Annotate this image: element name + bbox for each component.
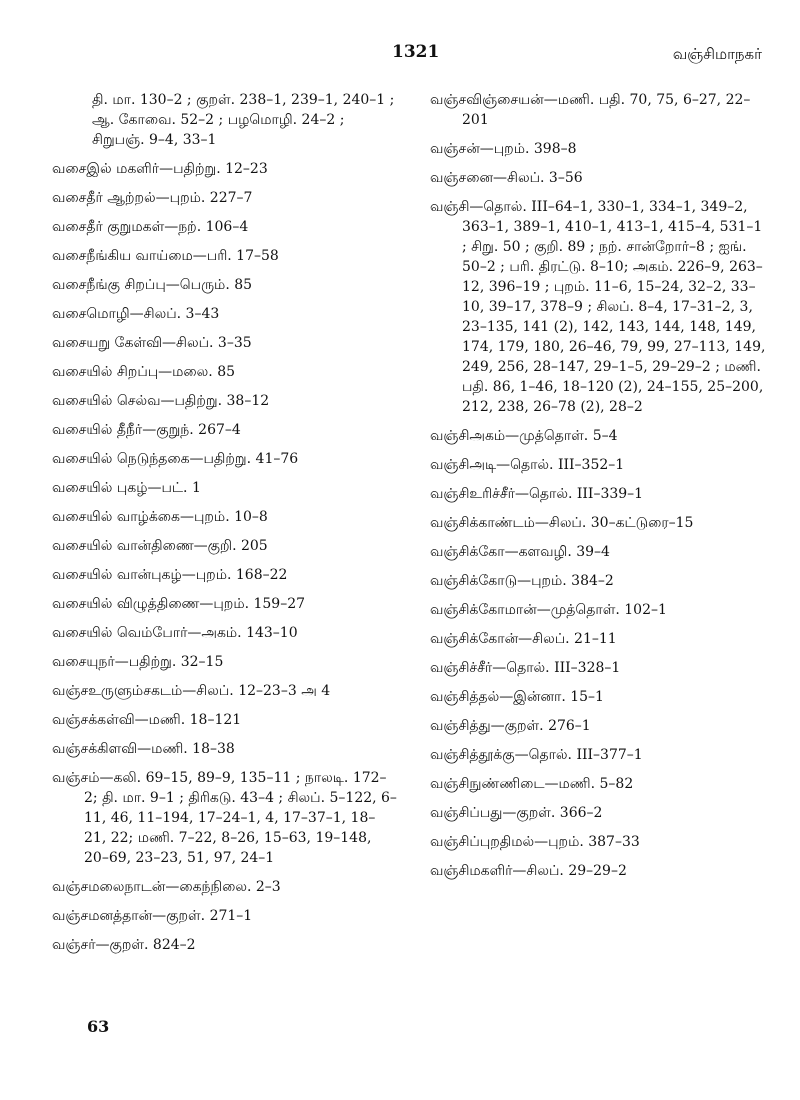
index-entry: வஞ்சர்—குறள். 824–2: [52, 937, 196, 953]
index-entry: வஞ்சிஅடி—தொல். III–352–1: [430, 457, 625, 473]
index-entry: தி. மா. 130–2 ; குறள். 238–1, 239–1, 240–1 ; ஆ. கோவை. 52–2 ; பழமொழி. 24–2 ; சிறுபஞ். 9–4, 33–1: [92, 92, 395, 148]
index-entry: வஞ்சிப்பது—குறள். 366–2: [430, 805, 603, 821]
index-entry: வசைதீர் குறுமகள்—நற். 106–4: [52, 219, 249, 235]
index-entry: வசைநீங்கு சிறப்பு—பெரும். 85: [52, 277, 253, 293]
index-entry: வசையில் தீநீர்—குறுந். 267–4: [52, 422, 241, 438]
index-entry: வசையுநர்—பதிற்று. 32–15: [52, 654, 224, 670]
index-entry: வஞ்சிக்காண்டம்—சிலப். 30–கட்டுரை–15: [430, 515, 694, 531]
index-entry: வஞ்சிக்கோன்—சிலப். 21–11: [430, 631, 617, 647]
index-entry: வசையில் நெடுந்தகை—பதிற்று. 41–76: [52, 451, 299, 467]
index-entry: வசைஇல் மகளிர்—பதிற்று. 12–23: [52, 161, 268, 177]
index-entry: வசைமொழி—சிலப். 3–43: [52, 306, 220, 322]
index-entry: வஞ்சம்—கலி. 69–15, 89–9, 135–11 ; நாலடி. 172–2; தி. மா. 9–1 ; திரிகடு. 43–4 ; சிலப். 5–122, 6–11, 46, 11–194, 17–24–1, 4, 17–37–1, 18–21, 22; மணி. 7–22, 8–26, 15–63, 19–148, 20–69, 23–23, 51, 97, 24–1: [52, 770, 397, 866]
page-number: 1321: [392, 42, 440, 62]
index-entry: வஞ்சக்கிளவி—மணி. 18–38: [52, 741, 235, 757]
index-entry: வஞ்சித்து—குறள். 276–1: [430, 718, 591, 734]
index-entry: வஞ்சிக்கோடு—புறம். 384–2: [430, 573, 614, 589]
index-entry: வசையில் வாழ்க்கை—புறம். 10–8: [52, 509, 268, 525]
index-entry: வசையில் புகழ்—பட். 1: [52, 480, 201, 496]
index-entry: வஞ்சிக்கோ—களவழி. 39–4: [430, 544, 610, 560]
index-entry: வஞ்சன்—புறம். 398–8: [430, 141, 577, 157]
index-entry: வஞ்சிநுண்ணிடை—மணி. 5–82: [430, 776, 634, 792]
left-column: [52, 90, 397, 964]
index-entry: வசையில் வான்திணை—குறி. 205: [52, 538, 268, 554]
index-entry: வசைதீர் ஆற்றல்—புறம். 227–7: [52, 190, 253, 206]
index-entry: வசைநீங்கிய வாய்மை—பரி. 17–58: [52, 248, 279, 264]
index-entry: வஞ்சஉருளும்சகடம்—சிலப். 12–23–3 அ 4: [52, 683, 331, 699]
index-entry: வஞ்சிக்கோமான்—முத்தொள். 102–1: [430, 602, 667, 618]
index-entry: வஞ்சனை—சிலப். 3–56: [430, 170, 583, 186]
index-entry: வஞ்சமனத்தான்—குறள். 271–1: [52, 908, 253, 924]
index-entry: வசையறு கேள்வி—சிலப். 3–35: [52, 335, 252, 351]
index-entry: வஞ்சித்தூக்கு—தொல். III–377–1: [430, 747, 643, 763]
index-entry: வசையில் செல்வ—பதிற்று. 38–12: [52, 393, 270, 409]
index-entry: வஞ்சமலைநாடன்—கைந்நிலை. 2–3: [52, 879, 281, 895]
index-entry: வசையில் வான்புகழ்—புறம். 168–22: [52, 567, 288, 583]
index-entry: வஞ்சவிஞ்சையன்—மணி. பதி. 70, 75, 6–27, 22–201: [430, 92, 751, 128]
index-entry: வஞ்சிமகளிர்—சிலப். 29–29–2: [430, 863, 627, 879]
index-entry: வஞ்சிச்சீர்—தொல். III–328–1: [430, 660, 621, 676]
index-entry: வசையில் சிறப்பு—மலை. 85: [52, 364, 236, 380]
signature-mark: 63: [87, 1017, 110, 1036]
index-entry: வஞ்சிஉரிச்சீர்—தொல். III–339–1: [430, 486, 644, 502]
running-title: வஞ்சிமாநகர்: [672, 45, 762, 63]
index-entry: வசையில் விழுத்திணை—புறம். 159–27: [52, 596, 306, 612]
right-column: [430, 90, 770, 890]
index-entry: வசையில் வெம்போர்—அகம். 143–10: [52, 625, 298, 641]
index-entry: வஞ்சி—தொல். III–64–1, 330–1, 334–1, 349–2, 363–1, 389–1, 410–1, 413–1, 415–4, 531–1 ; சிறு. 50 ; குறி. 89 ; நற். சான்றோர்–8 ; ஐங். 50–2 ; பரி. திரட்டு. 8–10; அகம். 226–9, 263–12, 396–19 ; புறம். 11–6, 15–24, 32–2, 33–10, 39–17, 378–9 ; சிலப். 8–4, 17–31–2, 3, 23–135, 141 (2), 142, 143, 144, 148, 149, 174, 179, 180, 26–46, 79, 99, 27–113, 149, 249, 256, 28–147, 29–1–5, 29–29–2 ; மணி. பதி. 86, 1–46, 18–120 (2), 24–155, 25–200, 212, 238, 26–78 (2), 28–2: [430, 199, 766, 415]
index-entry: வஞ்சித்தல்—இன்னா. 15–1: [430, 689, 604, 705]
index-entry: வஞ்சிப்புறதிமல்—புறம். 387–33: [430, 834, 640, 850]
index-entry: வஞ்சிஅகம்—முத்தொள். 5–4: [430, 428, 618, 444]
index-entry: வஞ்சக்கள்வி—மணி. 18–121: [52, 712, 242, 728]
